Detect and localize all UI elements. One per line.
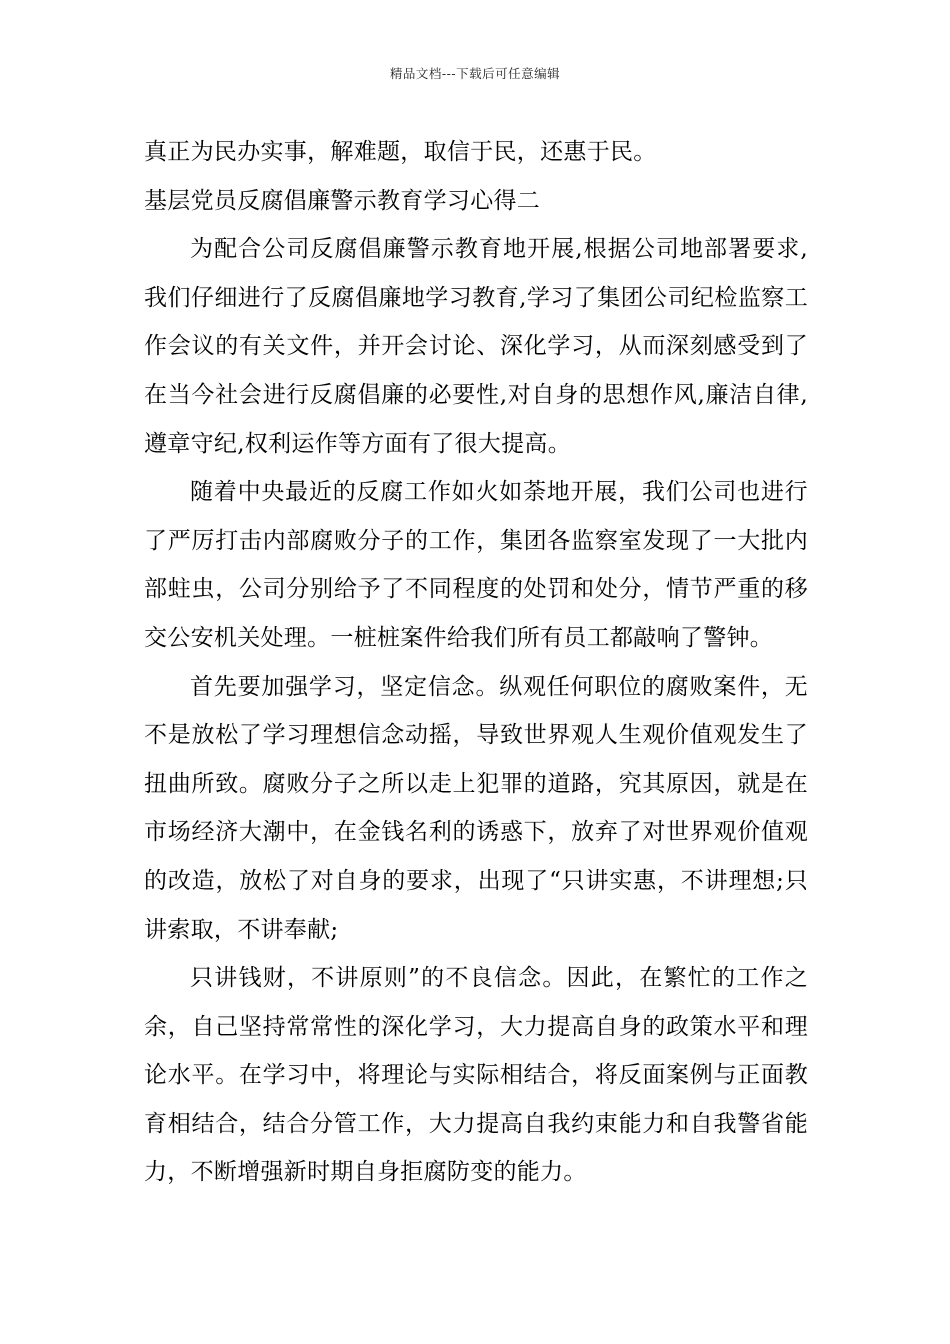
paragraph-continuation: 真正为民办实事，解难题，取信于民，还惠于民。 — [144, 139, 657, 165]
page-header: 精品文档---下载后可任意编辑 — [389, 66, 561, 81]
paragraph: 首先要加强学习，坚定信念。纵观任何职位的腐败案件，无不是放松了学习理想信念动摇，导致世界观人生观价值观发生了扭曲所致。腐败分子之所以走上犯罪的道路，究其原因，就是在市场经济大潮中，在金钱名利的诱惑下，放弃了对世界观价值观的改造，放松了对自身的要求，出现了“只讲实惠，不讲理想;只讲索取，不讲奉献; — [144, 673, 808, 943]
document-body — [144, 128, 808, 1197]
paragraph: 为配合公司反腐倡廉警示教育地开展,根据公司地部署要求,我们仔细进行了反腐倡廉地学习教育,学习了集团公司纪检监察工作会议的有关文件，并开会讨论、深化学习，从而深刻感受到了在当今社会进行反腐倡廉的必要性,对自身的思想作风,廉洁自律,遵章守纪,权利运作等方面有了很大提高。 — [144, 236, 808, 457]
section-title: 基层党员反腐倡廉警示教育学习心得二 — [144, 187, 541, 214]
paragraph: 随着中央最近的反腐工作如火如荼地开展，我们公司也进行了严厉打击内部腐败分子的工作，集团各监察室发现了一大批内部蛀虫，公司分别给予了不同程度的处罚和处分，情节严重的移交公安机关处理。一桩桩案件给我们所有员工都敲响了警钟。 — [144, 479, 808, 651]
paragraph: 只讲钱财，不讲原则”的不良信念。因此，在繁忙的工作之余，自己坚持常常性的深化学习，大力提高自身的政策水平和理论水平。在学习中，将理论与实际相结合，将反面案例与正面教育相结合，结合分管工作，大力提高自我约束能力和自我警省能力，不断增强新时期自身拒腐防变的能力。 — [144, 965, 808, 1186]
